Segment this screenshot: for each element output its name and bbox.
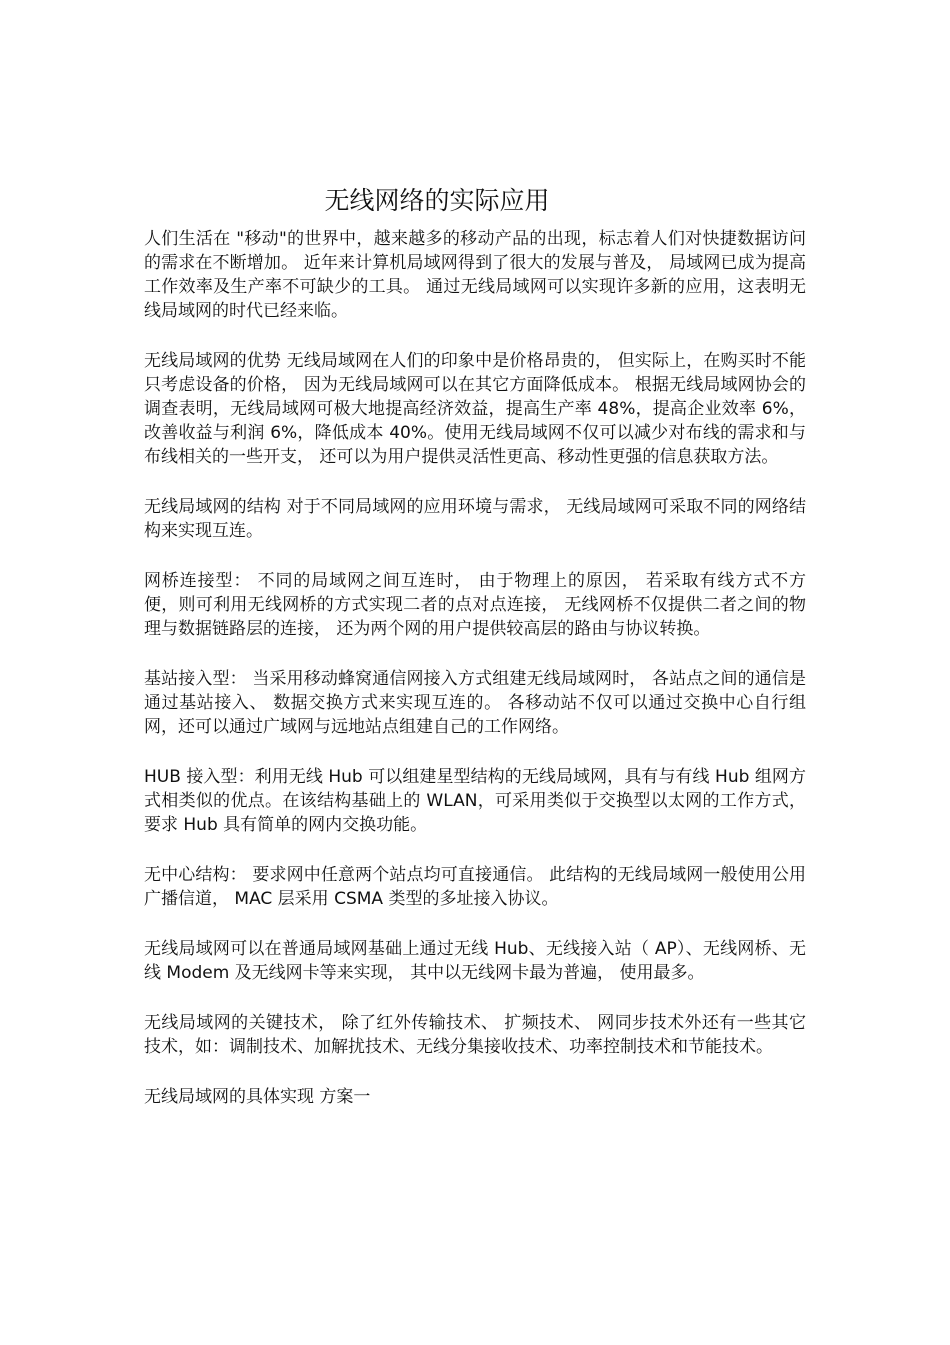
paragraph-structure: 无线局域网的结构 对于不同局域网的应用环境与需求， 无线局域网可采取不同的网络结构来实现互连。 — [144, 497, 806, 541]
paragraph-implementation-devices: 无线局域网可以在普通局域网基础上通过无线 Hub、无线接入站（ AP）、无线网桥、无线 Modem 及无线网卡等来实现， 其中以无线网卡最为普遍， 使用最多。 — [144, 939, 806, 983]
document-title: 无线网络的实际应用 — [324, 186, 550, 215]
paragraph-advantages: 无线局域网的优势 无线局域网在人们的印象中是价格昂贵的， 但实际上，在购买时不能只考虑设备的价格， 因为无线局域网可以在其它方面降低成本。 根据无线局域网协会的调查表明，无线局域网可极大地提高经济效益，提高生产率 48%，提高企业效率 6%，改善收益与利润 6%，降低成本 40%。使用无线局域网不仅可以减少对布线的需求和与布线相关的一些开支， 还可以为用户提供灵活性更高、移动性更强的信息获取方法。 — [144, 351, 806, 467]
paragraph-intro: 人们生活在 "移动"的世界中，越来越多的移动产品的出现，标志着人们对快捷数据访问的需求在不断增加。 近年来计算机局域网得到了很大的发展与普及， 局域网已成为提高工作效率及生产率不可缺少的工具。 通过无线局域网可以实现许多新的应用，这表明无线局域网的时代已经来临。 — [144, 229, 806, 321]
paragraph-key-technologies: 无线局域网的关键技术， 除了红外传输技术、 扩频技术、 网同步技术外还有一些其它技术，如：调制技术、加解扰技术、无线分集接收技术、功率控制技术和节能技术。 — [144, 1013, 806, 1057]
paragraph-base-station: 基站接入型： 当采用移动蜂窝通信网接入方式组建无线局域网时， 各站点之间的通信是通过基站接入、 数据交换方式来实现互连的。 各移动站不仅可以通过交换中心自行组网，还可以通过广域网与远地站点组建自己的工作网络。 — [144, 669, 806, 737]
paragraph-implementation-plan: 无线局域网的具体实现 方案一 — [144, 1087, 371, 1107]
paragraph-no-center: 无中心结构： 要求网中任意两个站点均可直接通信。 此结构的无线局域网一般使用公用广播信道， MAC 层采用 CSMA 类型的多址接入协议。 — [144, 865, 806, 909]
paragraph-bridge-connection: 网桥连接型： 不同的局域网之间互连时， 由于物理上的原因， 若采取有线方式不方便，则可利用无线网桥的方式实现二者的点对点连接， 无线网桥不仅提供二者之间的物理与数据链路层的连接， 还为两个网的用户提供较高层的路由与协议转换。 — [144, 571, 806, 639]
document-body — [144, 227, 806, 1109]
paragraph-hub-access: HUB 接入型：利用无线 Hub 可以组建星型结构的无线局域网，具有与有线 Hub 组网方式相类似的优点。在该结构基础上的 WLAN，可采用类似于交换型以太网的工作方式，要求 Hub 具有简单的网内交换功能。 — [144, 767, 806, 835]
